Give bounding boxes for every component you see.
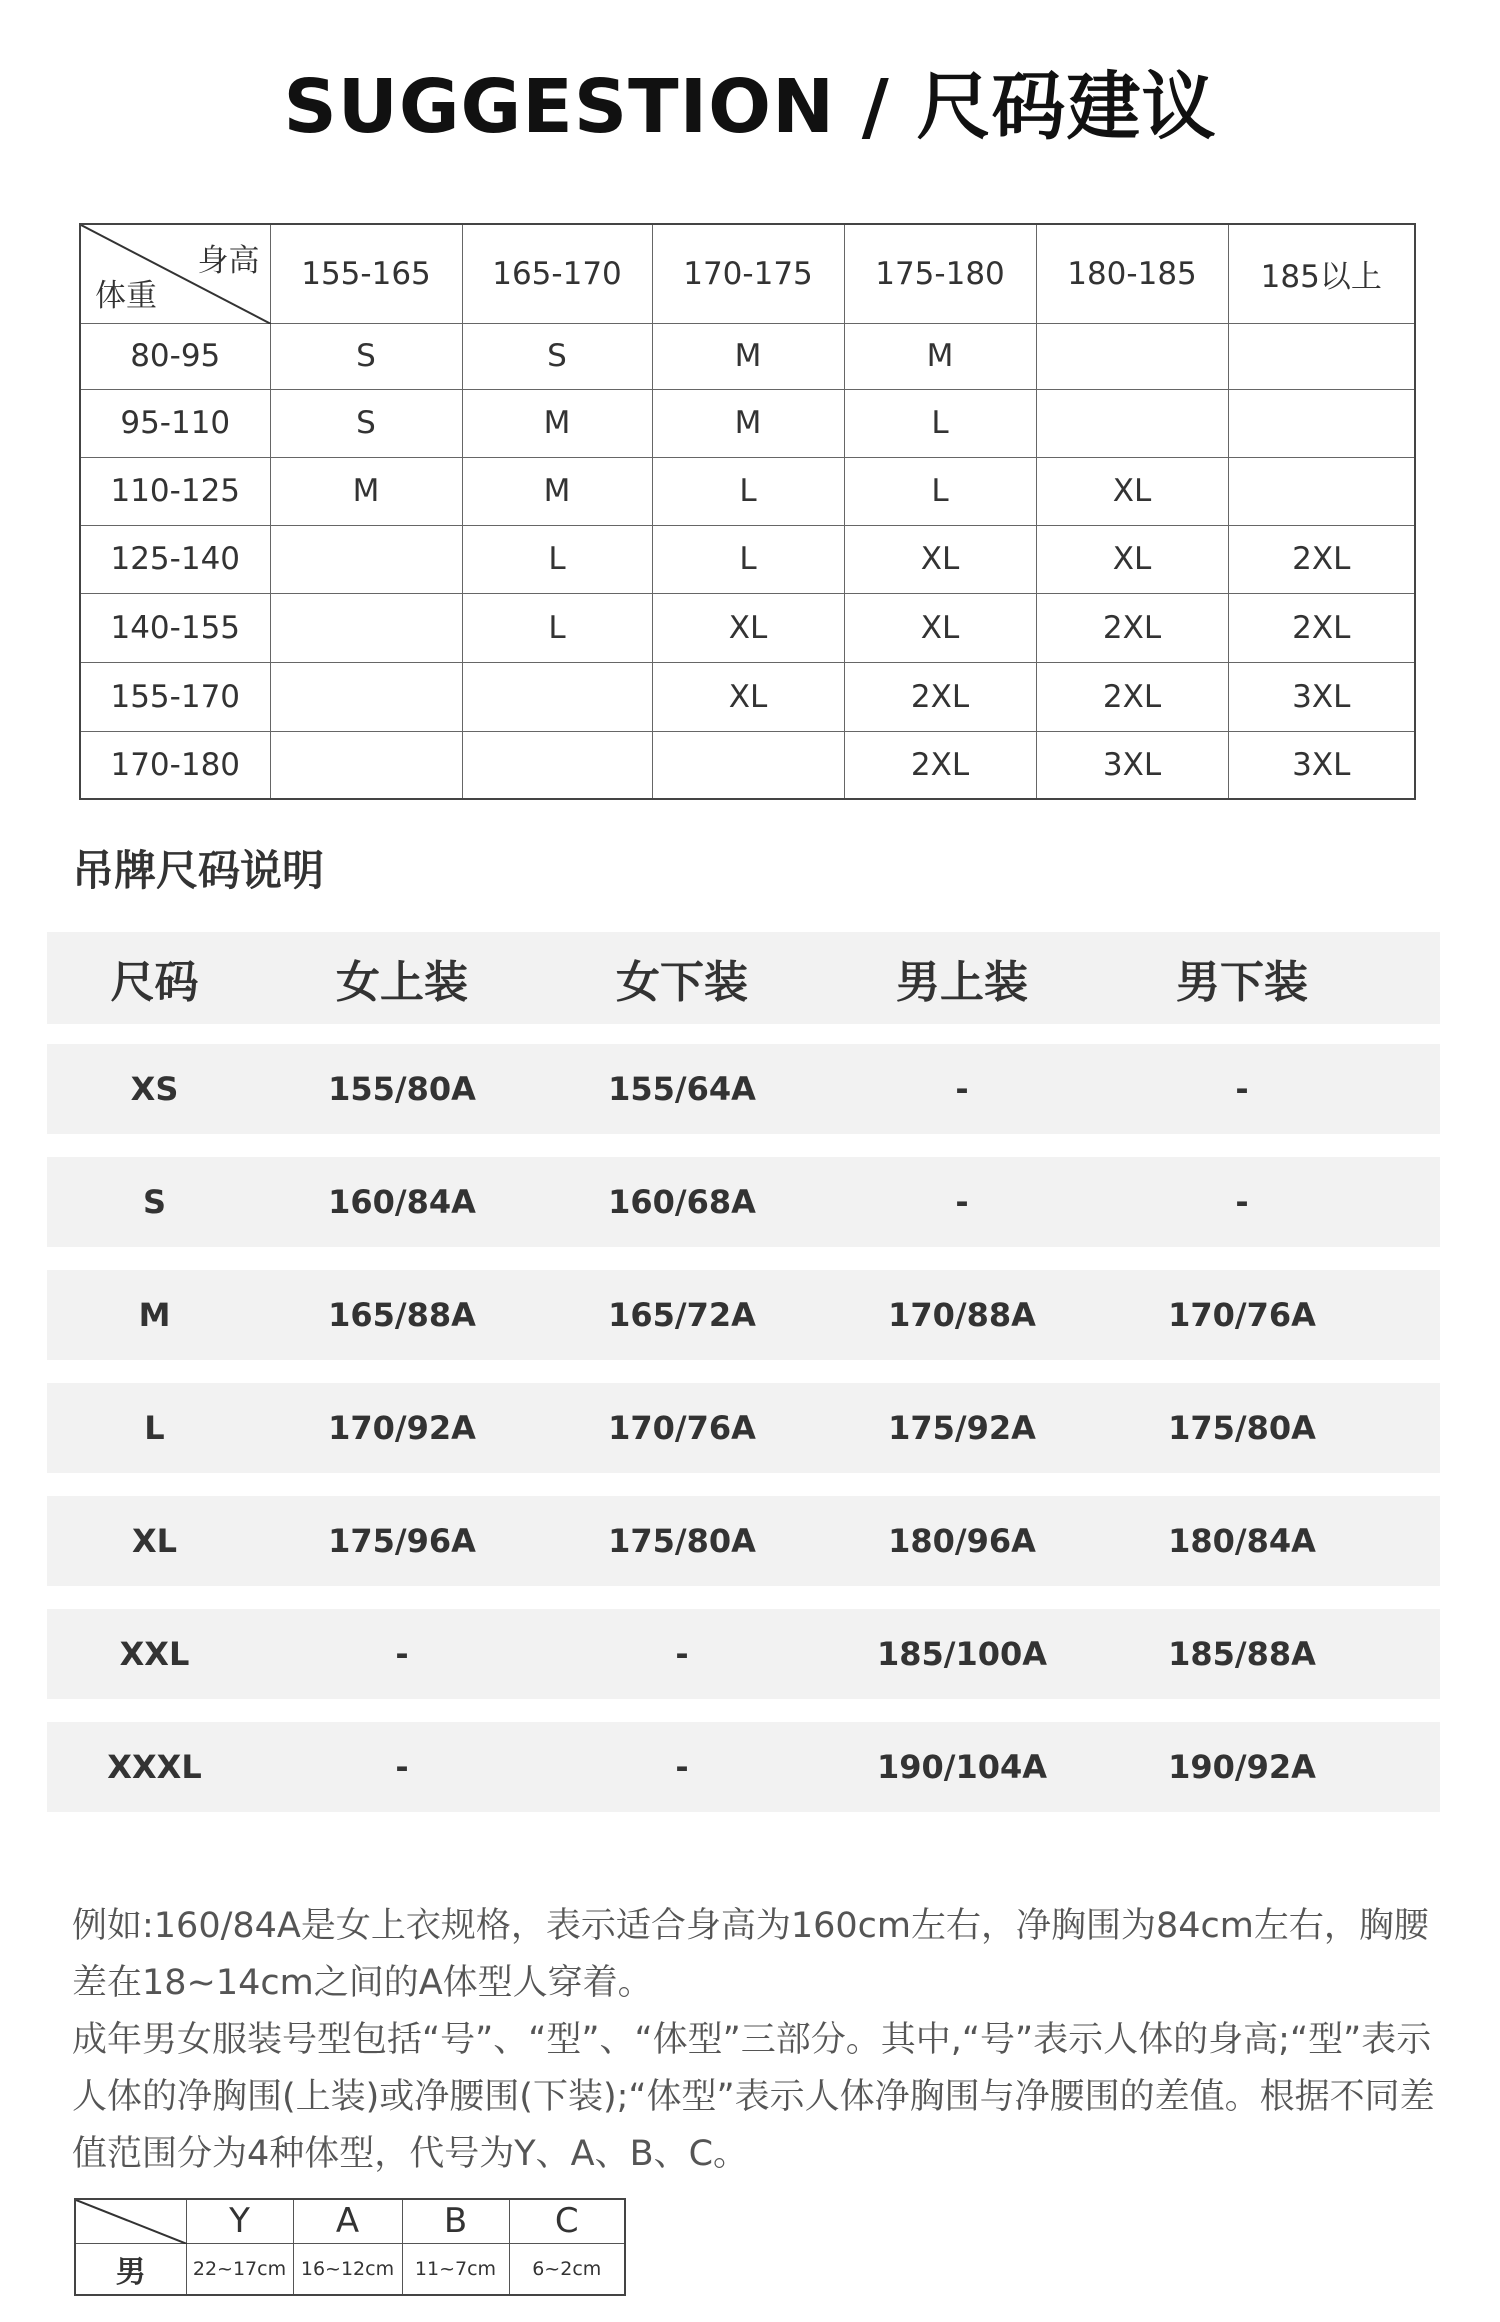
size-cell: XL (844, 593, 1036, 662)
size-cell: S (270, 323, 462, 389)
size-cell: M (462, 457, 652, 525)
weight-cell: 155-170 (80, 662, 270, 731)
table-row (75, 2243, 625, 2295)
size-cell (1228, 389, 1415, 457)
body-type-value: 11~7cm (402, 2243, 509, 2295)
tag-cell: - (1235, 1183, 1249, 1221)
size-label-cell: L (144, 1409, 165, 1447)
tag-header-cell: 女上装 (336, 957, 468, 1008)
tag-cell: - (1235, 1070, 1249, 1108)
size-cell: L (844, 389, 1036, 457)
tag-cell: 160/68A (608, 1183, 756, 1221)
size-cell: 2XL (1228, 525, 1415, 593)
table-row (47, 1722, 1440, 1812)
size-label-cell: M (138, 1296, 171, 1334)
table-row (47, 1609, 1440, 1699)
gender-label-cell: 男 (75, 2243, 186, 2295)
tag-cell: 180/84A (1168, 1522, 1316, 1560)
size-cell: M (270, 457, 462, 525)
size-cell: 2XL (1228, 593, 1415, 662)
size-cell: L (462, 593, 652, 662)
table-row (80, 457, 1415, 525)
size-cell (270, 731, 462, 799)
table-row (47, 1383, 1440, 1473)
size-cell: L (652, 457, 844, 525)
tag-cell: 190/104A (876, 1748, 1048, 1786)
tag-cell: - (955, 1183, 969, 1221)
size-cell (462, 731, 652, 799)
size-label-cell: S (142, 1183, 167, 1221)
table-row (80, 662, 1415, 731)
tag-cell: 170/92A (328, 1409, 476, 1447)
size-cell: L (844, 457, 1036, 525)
body-type-header: C (509, 2199, 625, 2243)
body-type-header: A (293, 2199, 402, 2243)
size-label-cell: XXL (119, 1635, 190, 1673)
weight-cell: 95-110 (80, 389, 270, 457)
tag-cell: 175/80A (1168, 1409, 1316, 1447)
size-cell: M (652, 389, 844, 457)
weight-cell: 140-155 (80, 593, 270, 662)
table-row (47, 1270, 1440, 1360)
tag-section-title: 吊牌尺码说明 (72, 846, 325, 895)
size-cell: XL (652, 593, 844, 662)
size-cell: M (844, 323, 1036, 389)
height-header: 155-165 (270, 224, 462, 323)
size-cell: 2XL (1036, 593, 1228, 662)
diagonal-divider (76, 2200, 187, 2244)
size-cell (1228, 457, 1415, 525)
body-type-table (74, 2198, 626, 2296)
tag-cell: 180/96A (888, 1522, 1036, 1560)
size-label-cell: XL (131, 1522, 178, 1560)
weight-cell: 110-125 (80, 457, 270, 525)
size-suggestion-table (79, 223, 1416, 800)
size-cell: 2XL (844, 662, 1036, 731)
body-type-value: 6~2cm (509, 2243, 625, 2295)
tag-cell: - (675, 1635, 689, 1673)
size-label-cell: XS (130, 1070, 179, 1108)
tag-cell: 185/100A (876, 1635, 1048, 1673)
body-type-header: B (402, 2199, 509, 2243)
tag-cell: - (395, 1635, 409, 1673)
weight-cell: 125-140 (80, 525, 270, 593)
size-cell: XL (1036, 457, 1228, 525)
size-cell: M (652, 323, 844, 389)
table-row (47, 1044, 1440, 1134)
table-row (80, 525, 1415, 593)
tag-cell: 155/80A (328, 1070, 476, 1108)
size-cell: 2XL (1036, 662, 1228, 731)
tag-size-table (47, 932, 1440, 1835)
size-cell: M (462, 389, 652, 457)
size-cell: 3XL (1036, 731, 1228, 799)
height-header: 175-180 (844, 224, 1036, 323)
height-header: 170-175 (652, 224, 844, 323)
size-label-cell: XXXL (107, 1748, 202, 1786)
size-cell (1036, 323, 1228, 389)
tag-cell: 175/96A (328, 1522, 476, 1560)
tag-table-header (47, 932, 1440, 1024)
weight-cell: 170-180 (80, 731, 270, 799)
size-cell: 3XL (1228, 731, 1415, 799)
size-cell: S (462, 323, 652, 389)
tag-cell: 170/88A (888, 1296, 1036, 1334)
corner-weight-label: 体重 (95, 277, 157, 314)
tag-cell: - (675, 1748, 689, 1786)
tag-header-cell: 尺码 (110, 957, 199, 1008)
tag-cell: 185/88A (1168, 1635, 1316, 1673)
size-cell (1228, 323, 1415, 389)
table-corner-cell (75, 2199, 186, 2243)
table-corner-cell (80, 224, 270, 323)
size-cell: L (462, 525, 652, 593)
table-row (80, 731, 1415, 799)
size-cell: 3XL (1228, 662, 1415, 731)
size-cell: XL (652, 662, 844, 731)
size-cell: L (652, 525, 844, 593)
table-row (80, 323, 1415, 389)
tag-cell: - (395, 1748, 409, 1786)
size-cell: XL (1036, 525, 1228, 593)
body-type-value: 16~12cm (293, 2243, 402, 2295)
tag-cell: 165/72A (608, 1296, 756, 1334)
table-row (47, 1157, 1440, 1247)
tag-header-cell: 女下装 (616, 957, 748, 1008)
height-header: 185以上 (1228, 224, 1415, 323)
body-type-header: Y (186, 2199, 293, 2243)
tag-cell: 175/92A (888, 1409, 1036, 1447)
tag-cell: 170/76A (1168, 1296, 1316, 1334)
tag-cell: 170/76A (608, 1409, 756, 1447)
tag-cell: - (955, 1070, 969, 1108)
weight-cell: 80-95 (80, 323, 270, 389)
size-cell: 2XL (844, 731, 1036, 799)
size-cell (270, 593, 462, 662)
height-header: 165-170 (462, 224, 652, 323)
tag-header-cell: 男下装 (1176, 957, 1308, 1008)
corner-height-label: 身高 (197, 243, 260, 279)
size-cell (462, 662, 652, 731)
tag-cell: 155/64A (608, 1070, 756, 1108)
body-type-value: 22~17cm (186, 2243, 293, 2295)
tag-cell: 165/88A (328, 1296, 476, 1334)
table-row (47, 1496, 1440, 1586)
size-cell (1036, 389, 1228, 457)
table-row (80, 593, 1415, 662)
example-paragraph: 例如:160/84A是女上衣规格，表示适合身高为160cm左右，净胸围为84cm左右，胸腰差在18~14cm之间的A体型人穿着。 (72, 1906, 1429, 2003)
tag-header-cell: 男上装 (896, 957, 1028, 1008)
table-row (80, 389, 1415, 457)
tag-cell: 160/84A (328, 1183, 476, 1221)
tag-cell: 190/92A (1168, 1748, 1316, 1786)
height-header: 180-185 (1036, 224, 1228, 323)
size-cell: S (270, 389, 462, 457)
size-cell (652, 731, 844, 799)
page-title: SUGGESTION / 尺码建议 (283, 64, 1217, 150)
tag-cell: 175/80A (608, 1522, 756, 1560)
size-cell (270, 525, 462, 593)
size-cell: XL (844, 525, 1036, 593)
explanation-paragraph: 成年男女服装号型包括“号”、“型”、“体型”三部分。其中,“号”表示人体的身高;“型”表示人体的净胸围(上装)或净腰围(下装);“体型”表示人体净胸围与净腰围的差值。根据不同差值范围分为4种体型，代号为Y、A、B、C。 (72, 2020, 1435, 2174)
size-cell (270, 662, 462, 731)
